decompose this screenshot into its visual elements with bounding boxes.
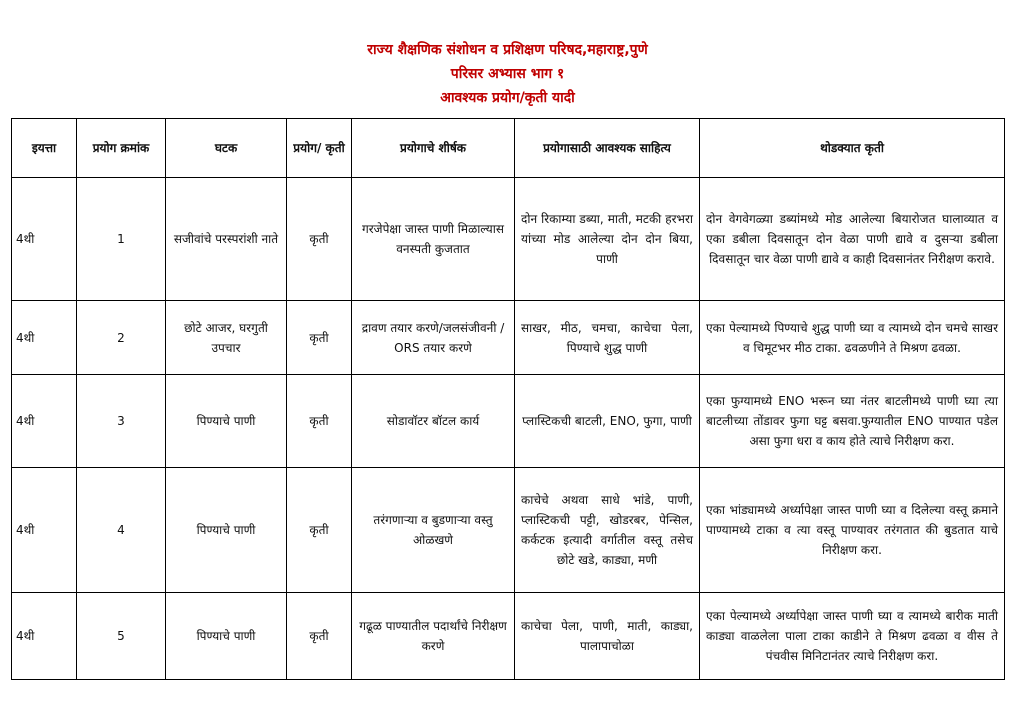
cell-type: कृती <box>287 375 352 468</box>
cell-grade: 4थी <box>12 178 77 301</box>
cell-grade: 4थी <box>12 593 77 680</box>
cell-unit: पिण्याचे पाणी <box>166 375 287 468</box>
col-header-procedure: थोडक्यात कृती <box>700 119 1005 178</box>
cell-unit: छोटे आजर, घरगुती उपचार <box>166 301 287 375</box>
table-row <box>12 468 1005 593</box>
col-header-grade: इयत्ता <box>12 119 77 178</box>
cell-materials: प्लास्टिकची बाटली, ENO, फुगा, पाणी <box>515 375 700 468</box>
col-header-title: प्रयोगाचे शीर्षक <box>352 119 515 178</box>
cell-title: तरंगणाऱ्या व बुडणाऱ्या वस्तु ओळखणे <box>352 468 515 593</box>
header-line-1: राज्य शैक्षणिक संशोधन व प्रशिक्षण परिषद,महाराष्ट्र,पुणे <box>367 42 648 58</box>
cell-number: 4 <box>77 468 166 593</box>
cell-title: गरजेपेक्षा जास्त पाणी मिळाल्यास वनस्पती कुजतात <box>352 178 515 301</box>
col-header-number: प्रयोग क्रमांक <box>77 119 166 178</box>
cell-number: 3 <box>77 375 166 468</box>
col-header-type: प्रयोग/ कृती <box>287 119 352 178</box>
cell-grade: 4थी <box>12 468 77 593</box>
cell-type: कृती <box>287 178 352 301</box>
cell-procedure: एका पेल्यामध्ये अर्ध्यापेक्षा जास्त पाणी घ्या व त्यामध्ये बारीक माती काड्या वाळलेला पाला टाका काडीने ते मिश्रण ढवळा व वीस ते पंचवीस मिनिटानंतर त्याचे निरीक्षण करा. <box>700 593 1005 680</box>
cell-materials: साखर, मीठ, चमचा, काचेचा पेला, पिण्याचे शुद्ध पाणी <box>515 301 700 375</box>
cell-materials: काचेचे अथवा साधे भांडे, पाणी, प्लास्टिकची पट्टी, खोडरबर, पेन्सिल, कर्कटक इत्यादी वर्गातील वस्तू तसेच छोटे खडे, काड्या, मणी <box>515 468 700 593</box>
cell-title: सोडावॉटर बॉटल कार्य <box>352 375 515 468</box>
cell-procedure: एका फुग्यामध्ये ENO भरून घ्या नंतर बाटलीमध्ये पाणी घ्या त्या बाटलीच्या तोंडावर फुगा घट्ट बसवा.फुग्यातील ENO पाण्यात पडेल असा फुगा धरा व काय होते त्याचे निरीक्षण करा. <box>700 375 1005 468</box>
cell-type: कृती <box>287 301 352 375</box>
cell-type: कृती <box>287 593 352 680</box>
document-header <box>0 38 1015 110</box>
col-header-unit: घटक <box>166 119 287 178</box>
cell-grade: 4थी <box>12 301 77 375</box>
cell-procedure: एका पेल्यामध्ये पिण्याचे शुद्ध पाणी घ्या व त्यामध्ये दोन चमचे साखर व चिमूटभर मीठ टाका. ढवळणीने ते मिश्रण ढवळा. <box>700 301 1005 375</box>
table-row <box>12 593 1005 680</box>
experiments-table <box>11 118 1005 680</box>
cell-grade: 4थी <box>12 375 77 468</box>
cell-number: 2 <box>77 301 166 375</box>
cell-number: 1 <box>77 178 166 301</box>
cell-materials: काचेचा पेला, पाणी, माती, काड्या, पालापाचोळा <box>515 593 700 680</box>
cell-number: 5 <box>77 593 166 680</box>
cell-unit: सजीवांचे परस्परांशी नाते <box>166 178 287 301</box>
cell-title: गढूळ पाण्यातील पदार्थांचे निरीक्षण करणे <box>352 593 515 680</box>
cell-unit: पिण्याचे पाणी <box>166 468 287 593</box>
cell-materials: दोन रिकाम्या डब्या, माती, मटकी हरभरा यांच्या मोड आलेल्या दोन दोन बिया, पाणी <box>515 178 700 301</box>
table-row <box>12 301 1005 375</box>
cell-title: द्रावण तयार करणे/जलसंजीवनी / ORS तयार करणे <box>352 301 515 375</box>
header-line-2: परिसर अभ्यास भाग १ <box>450 66 565 82</box>
cell-type: कृती <box>287 468 352 593</box>
table-row <box>12 375 1005 468</box>
cell-procedure: एका भांड्यामध्ये अर्ध्यापेक्षा जास्त पाणी घ्या व दिलेल्या वस्तू क्रमाने पाण्यामध्ये टाका व त्या वस्तू पाण्यावर तरंगतात की बुडतात याचे निरीक्षण करा. <box>700 468 1005 593</box>
table-header-row <box>12 119 1005 178</box>
cell-unit: पिण्याचे पाणी <box>166 593 287 680</box>
cell-procedure: दोन वेगवेगळ्या डब्यांमध्ये मोड आलेल्या बियारोजत घालाव्यात व एका डबीला दिवसातून दोन वेळा पाणी द्यावे व दुसऱ्या डबीला दिवसातून चार वेळा पाणी द्यावे व काही दिवसानंतर निरीक्षण करावे. <box>700 178 1005 301</box>
table-row <box>12 178 1005 301</box>
col-header-materials: प्रयोगासाठी आवश्यक साहित्य <box>515 119 700 178</box>
header-line-3: आवश्यक प्रयोग/कृती यादी <box>440 90 575 106</box>
